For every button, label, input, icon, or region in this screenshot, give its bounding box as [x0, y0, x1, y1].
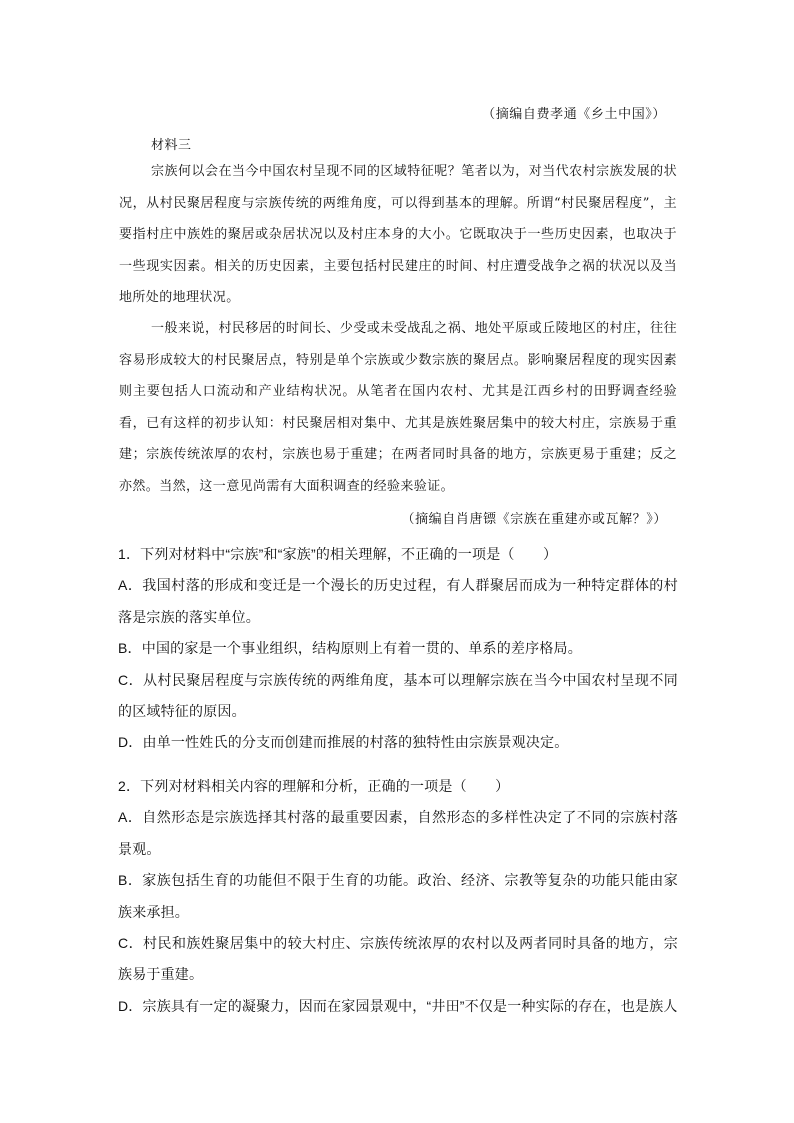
option-d: D．由单一性姓氏的分支而创建而推展的村落的独特性由宗族景观决定。 [118, 734, 569, 751]
paragraph-text: 宗族何以会在当今中国农村呈现不同的区域特征呢？笔者以为，对当代农村宗族发展的状况，从村民聚居程度与宗族传统的两维角度，可以得到基本的理解。所谓“村民聚居程度”，主要指村庄中族姓的聚居或杂居状况以及村庄本身的大小。它既取决于一些历史因素，也取决于一些现实因素。相关的历史因素，主要包括村民建庄的时间、村庄遭受战争之祸的状况以及当地所处的地理状况。 [119, 164, 677, 306]
question-1 [118, 539, 678, 759]
option-b: B．中国的家是一个事业组织，结构原则上有着一贯的、单系的差序格局。 [118, 640, 582, 657]
material-paragraph [119, 313, 677, 503]
option-c: C．从村民聚居程度与宗族传统的两维角度，基本可以理解宗族在当今中国农村呈现不同的区域特征的原因。 [118, 671, 678, 720]
source-citation: （摘编自费孝通《乡土中国》） [482, 107, 666, 122]
paragraph-text: 一般来说，村民移居的时间长、少受或未受战乱之祸、地处平原或丘陵地区的村庄，往往容易形成较大的村民聚居点，特别是单个宗族或少数宗族的聚居点。影响聚居程度的现实因素则主要包括人口流动和产业结构状况。从笔者在国内农村、尤其是江西乡村的田野调查经验看，已有这样的初步认知：村民聚居相对集中、尤其是族姓聚居集中的较大村庄，宗族易于重建；宗族传统浓厚的农村，宗族也易于重建；在两者同时具备的地方，宗族更易于重建；反之亦然。当然，这一意见尚需有大面积调查的经验来验证。 [119, 321, 677, 494]
question-2 [118, 771, 678, 1022]
source-citation: （摘编自肖唐镖《宗族在重建亦或瓦解？》） [401, 512, 667, 527]
option-a: A．自然形态是宗族选择其村落的最重要因素，自然形态的多样性决定了不同的宗族村落景观。 [118, 809, 678, 857]
question-stem: 1．下列对材料中“宗族”和“家族”的相关理解，不正确的一项是（ ） [118, 546, 558, 562]
material-paragraph [119, 156, 677, 314]
material-label: 材料三 [151, 138, 192, 153]
option-b: B．家族包括生育的功能但不限于生育的功能。政治、经济、宗教等复杂的功能只能由家族来承担。 [118, 872, 678, 920]
option-c: C．村民和族姓聚居集中的较大村庄、宗族传统浓厚的农村以及两者同时具备的地方，宗族易于重建。 [118, 935, 678, 983]
question-stem: 2．下列对材料相关内容的理解和分析，正确的一项是（ ） [118, 778, 510, 794]
option-d: D．宗族具有一定的凝聚力，因而在家园景观中，“井田”不仅是一种实际的存在，也是族人 [118, 997, 678, 1014]
option-a: A．我国村落的形成和变迁是一个漫长的历史过程，有人群聚居而成为一种特定群体的村落是宗族的落实单位。 [118, 577, 678, 625]
